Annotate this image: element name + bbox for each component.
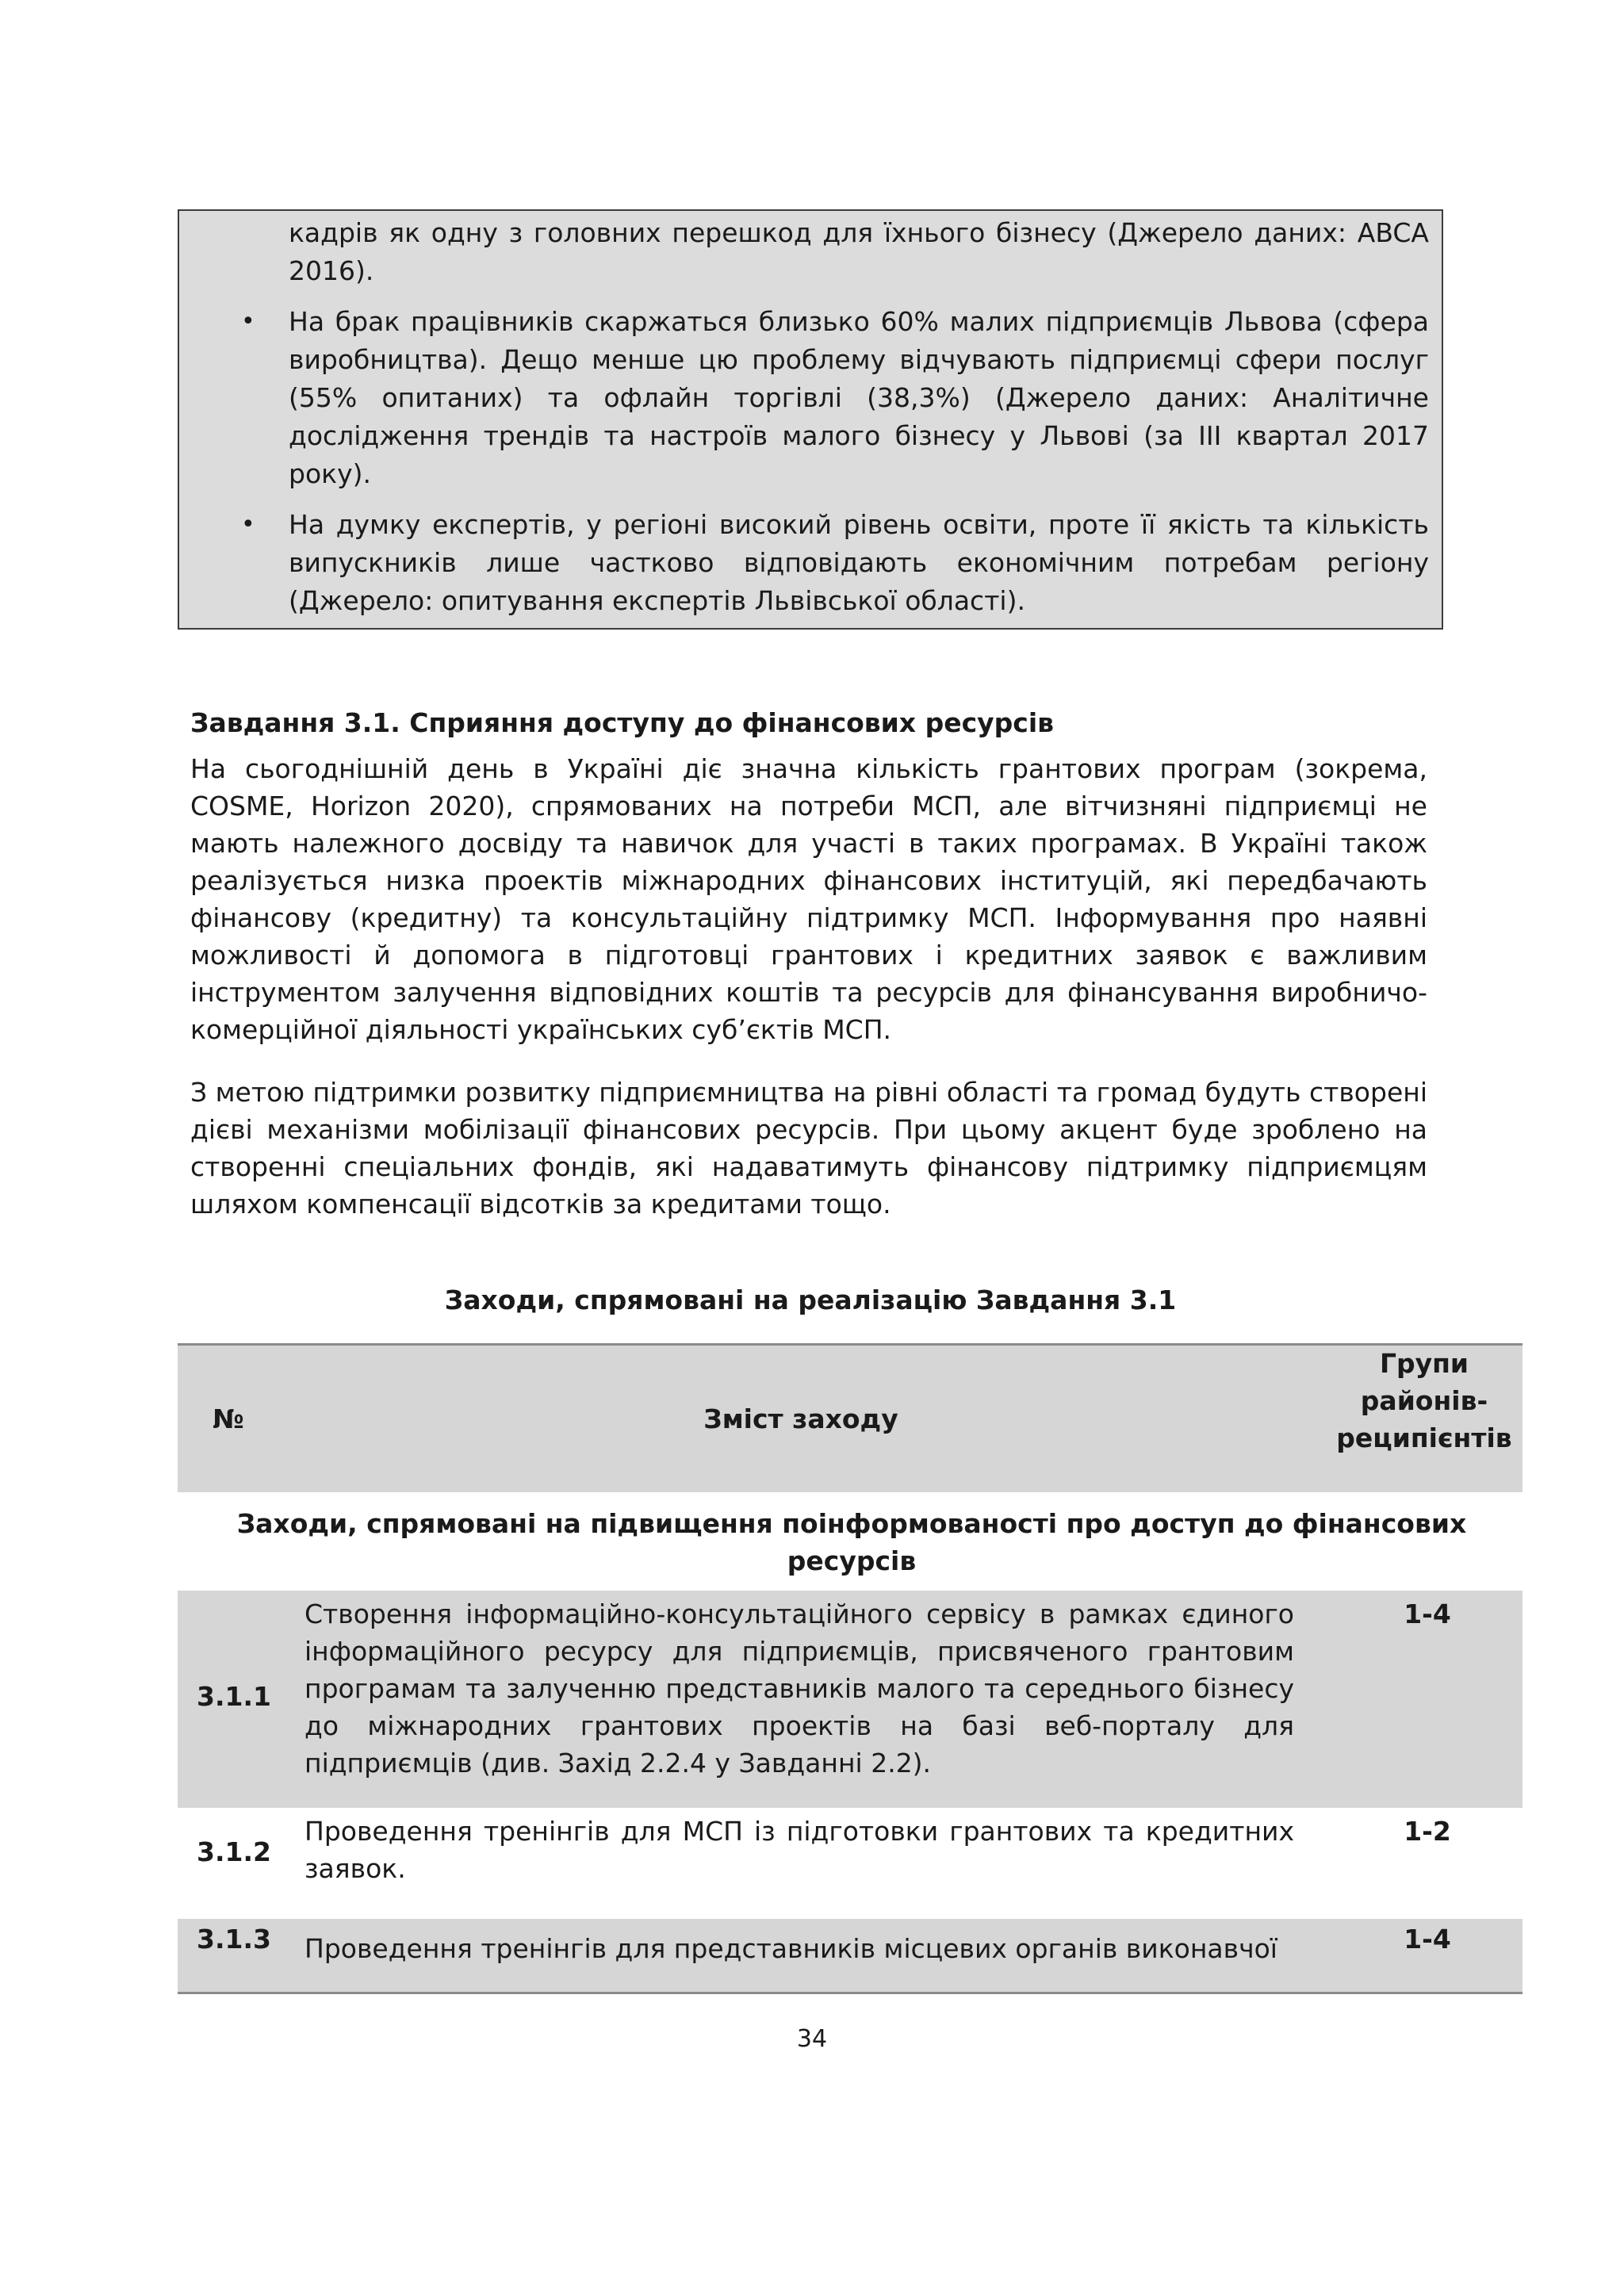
page-number: 34 <box>796 2025 828 2053</box>
row-number: 3.1.3 <box>197 1924 271 1955</box>
row-groups: 1-4 <box>1404 1599 1451 1629</box>
row-number: 3.1.2 <box>197 1836 271 1867</box>
row-content: Проведення тренінгів для представників місцевих органів виконавчої <box>304 1933 1277 1964</box>
table-subheader: Заходи, спрямовані на підвищення поінформованості про доступ до фінансових ресурсів <box>236 1508 1467 1576</box>
callout-box <box>178 209 1443 630</box>
row-content: Проведення тренінгів для МСП із підготовки грантових та кредитних заявок. <box>304 1816 1294 1884</box>
callout-bullet-2: На думку експертів, у регіоні високий рівень освіти, проте її якість та кількість випускників лише частково відповідають економічним потребам регіону (Джерело: опитування експертів Львівської області). <box>289 509 1429 616</box>
callout-continuation-text: кадрів як одну з головних перешкод для їхнього бізнесу (Джерело даних: ABCA 2016). <box>289 217 1429 286</box>
section-paragraph-2: З метою підтримки розвитку підприємництва на рівні області та громад будуть створені дієві механізми мобілізації фінансових ресурсів. При цьому акцент буде зроблено на створенні спеціальних фондів, які надаватимуть фінансову підтримку підприємцям шляхом компенсації відсотків за кредитами тощо. <box>190 1077 1427 1219</box>
row-groups: 1-2 <box>1404 1816 1451 1847</box>
section-heading: Завдання 3.1. Сприяння доступу до фінансових ресурсів <box>190 707 1055 738</box>
section-paragraph-1: На сьогоднішній день в Україні діє значна кількість грантових програм (зокрема, COSME, Horizon 2020), спрямованих на потреби МСП, але вітчизняні підприємці не мають належного досвіду та навичок для участі в таких програмах. В Україні також реалізується низка проектів міжнародних фінансових інституцій, які передбачають фінансову (кредитну) та консультаційну підтримку МСП. Інформування про наявні можливості й допомога в підготовці грантових і кредитних заявок є важливим інструментом залучення відповідних коштів та ресурсів для фінансування виробничо-комерційної діяльності українських суб’єктів МСП. <box>190 753 1427 1045</box>
callout-bullet-1: На брак працівників скаржаться близько 60% малих підприємців Львова (сфера виробництва). Дещо менше цю проблему відчувають підприємці сфери послуг (55% опитаних) та офлайн торгівлі (38,3%) (Джерело даних: Аналітичне дослідження трендів та настроїв малого бізнесу у Львові (за III квартал 2017 року). <box>289 306 1429 489</box>
table-bottom-rule <box>178 1992 1522 1994</box>
header-content: Зміст заходу <box>703 1403 898 1434</box>
bullet-icon: • <box>241 511 255 538</box>
bullet-icon: • <box>241 308 255 335</box>
header-number: № <box>213 1403 244 1434</box>
header-groups: Групи районів-реципієнтів <box>1336 1348 1512 1453</box>
row-number: 3.1.1 <box>197 1681 271 1712</box>
row-content: Створення інформаційно-консультаційного сервісу в рамках єдиного інформаційного ресурсу для підприємців, присвяченого грантовим програмам та залученню представників малого та середнього бізнесу до міжнародних грантових проектів на базі веб-порталу для підприємців (див. Захід 2.2.4 у Завданні 2.2). <box>304 1599 1294 1779</box>
row-groups: 1-4 <box>1404 1924 1451 1955</box>
table-caption: Заходи, спрямовані на реалізацію Завдання 3.1 <box>444 1285 1177 1315</box>
